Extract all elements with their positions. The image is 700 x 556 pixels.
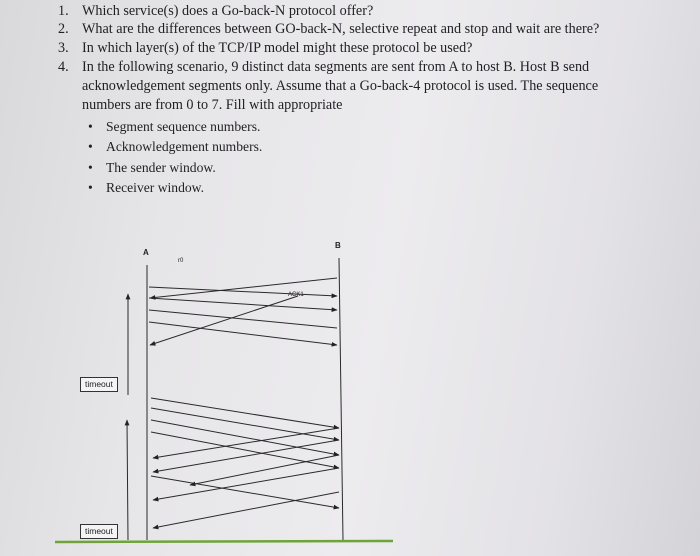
segment-arrow [149,298,337,310]
bullet-icon: • [88,180,93,195]
bullet-text: Segment sequence numbers. [106,119,261,134]
host-b-timeline [339,258,343,540]
question-number: 1. [58,3,69,19]
ack-arrow [153,492,339,528]
sequence-label: r0 [178,258,184,264]
bullet-text: Receiver window. [106,180,205,195]
bullet-text: Acknowledgement numbers. [106,139,263,154]
host-a-label: A [143,248,149,257]
question-text: Which service(s) does a Go-back-N protocol offer? [82,3,374,19]
segment-arrow [151,476,339,508]
timeout-arrow [127,420,128,540]
question-text: In the following scenario, 9 distinct data segments are sent from A to host B. Host B send [82,59,590,75]
baseline-line [55,541,393,542]
question-number: 2. [58,21,69,37]
bullet-text: The sender window. [106,160,216,175]
host-b-label: B [335,241,341,250]
timeout-box: timeout [80,524,118,539]
bullet-icon: • [88,160,93,175]
question-4-continuation-1: acknowledgement segments only. Assume that a Go-back-4 protocol is used. The sequence [82,78,599,94]
ack-arrow [153,428,339,458]
question-text: In which layer(s) of the TCP/IP model might these protocol be used? [82,40,473,56]
ack-label: ACK1 [288,292,304,298]
timeout-box: timeout [80,377,118,392]
bullet-icon: • [88,119,93,134]
question-number: 4. [58,59,69,75]
ack-arrow [153,468,339,500]
question-4-continuation-2: numbers are from 0 to 7. Fill with appropriate [82,97,343,113]
question-text: What are the differences between GO-back-N, selective repeat and stop and wait are there? [82,21,600,37]
bullet-icon: • [88,139,93,154]
question-number: 3. [58,40,69,56]
ack-arrow [153,440,339,472]
